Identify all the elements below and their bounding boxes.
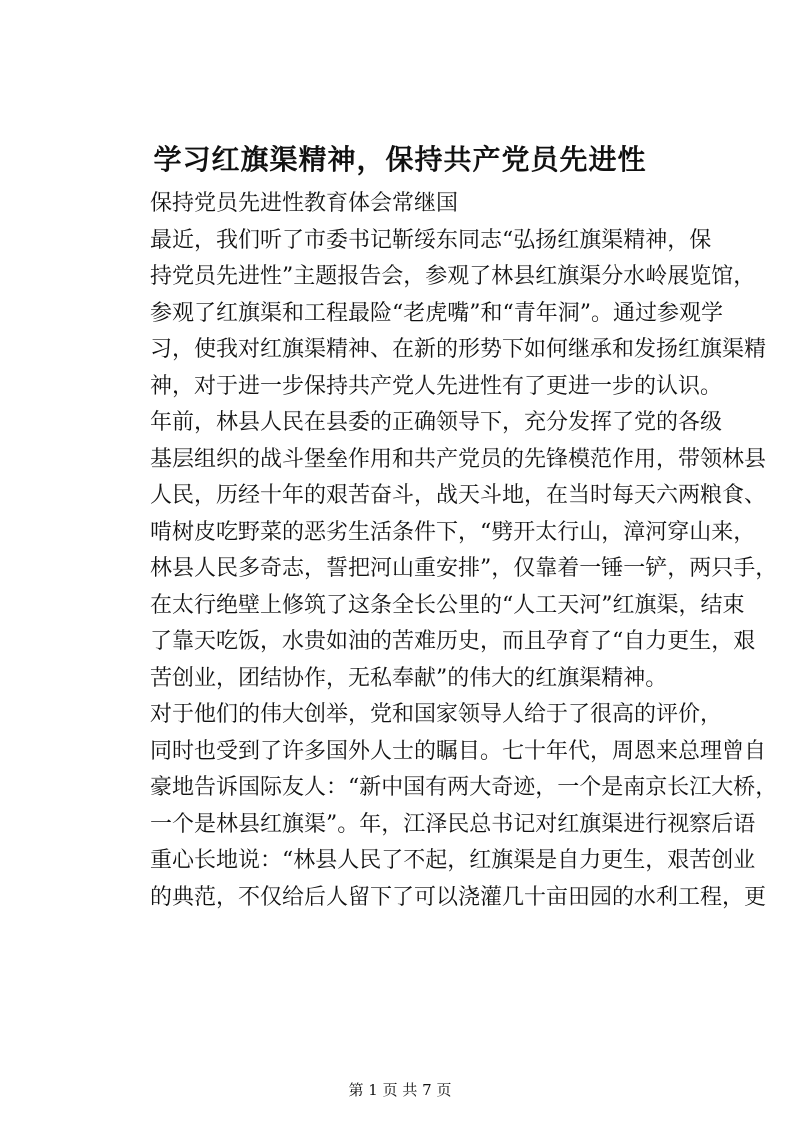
paragraph-line: 的典范，不仅给后人留下了可以浇灌几十亩田园的水利工程，更 <box>150 884 767 910</box>
paragraph-line: 年前，林县人民在县委的正确领导下，充分发挥了党的各级 <box>150 410 723 435</box>
paragraph-line: 对于他们的伟大创举，党和国家领导人给于了很高的评价， <box>150 702 723 727</box>
paragraph-line: 了靠天吃饭，水贵如油的苦难历史，而且孕育了“自力更生，艰 <box>150 629 756 654</box>
paragraph-line: 一个是林县红旗渠”。年，江泽民总书记对红旗渠进行视察后语 <box>150 811 756 837</box>
document-body <box>110 186 778 916</box>
document-subtitle: 保持党员先进性教育体会常继国 <box>150 191 459 216</box>
paragraph-line: 重心长地说：“林县人民了不起，红旗渠是自力更生，艰苦创业 <box>150 848 756 873</box>
paragraph-line: 在太行绝壁上修筑了这条全长公里的“人工天河”红旗渠，结束 <box>150 592 745 618</box>
paragraph-line: 神，对于进一步保持共产党人先进性有了更进一步的认识。 <box>150 373 723 399</box>
paragraph-line: 参观了红旗渠和工程最险“老虎嘴”和“青年洞”。通过参观学 <box>150 300 723 326</box>
paragraph-2 <box>110 405 778 697</box>
paragraph-line: 苦创业，团结协作，无私奉献”的伟大的红旗渠精神。 <box>150 665 668 691</box>
paragraph-line: 啃树皮吃野菜的恶劣生活条件下，“劈开太行山，漳河穿山来， <box>150 519 756 545</box>
paragraph-line: 基层组织的战斗堡垒作用和共产党员的先锋模范作用，带领林县 <box>150 446 767 472</box>
paragraph-line: 同时也受到了许多国外人士的瞩目。七十年代，周恩来总理曾自 <box>150 738 767 764</box>
document-title: 学习红旗渠精神，保持共产党员先进性 <box>153 143 647 176</box>
paragraph-line: 最近，我们听了市委书记靳绥东同志“弘扬红旗渠精神，保 <box>150 227 712 253</box>
page-footer: 第 1 页 共 7 页 <box>348 1081 452 1099</box>
paragraph-line: 持党员先进性”主题报告会，参观了林县红旗渠分水岭展览馆， <box>150 264 756 289</box>
paragraph-line: 人民，历经十年的艰苦奋斗，战天斗地，在当时每天六两粮食、 <box>150 483 767 508</box>
paragraph-line: 豪地告诉国际友人：“新中国有两大奇迹，一个是南京长江大桥， <box>150 775 778 800</box>
paragraph-line: 习，使我对红旗渠精神、在新的形势下如何继承和发扬红旗渠精 <box>150 337 767 362</box>
paragraph-3 <box>110 697 778 916</box>
paragraph-1 <box>110 223 767 406</box>
paragraph-line: 林县人民多奇志，誓把河山重安排”，仅靠着一锤一铲，两只手， <box>150 556 778 581</box>
